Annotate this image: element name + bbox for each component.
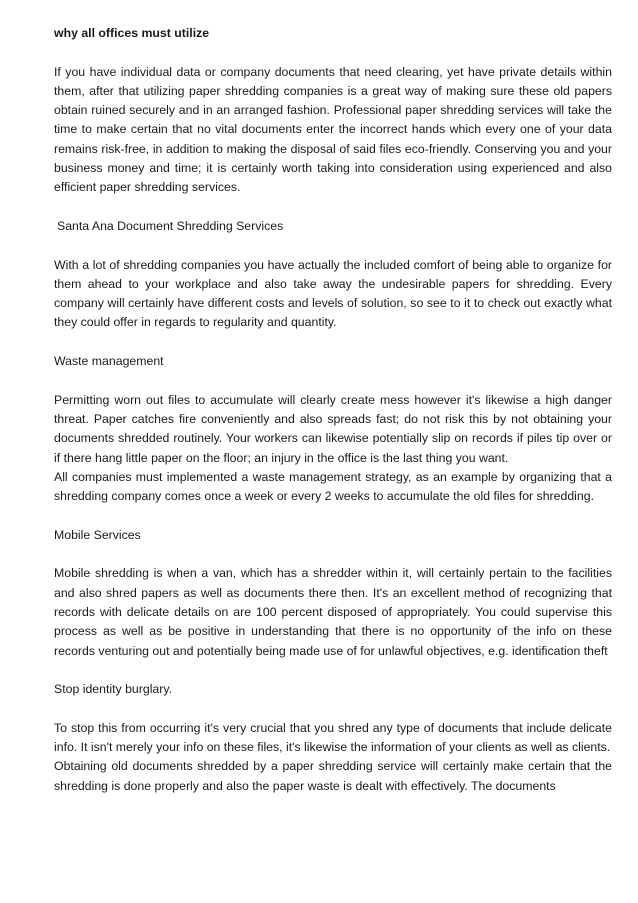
section-paragraph: With a lot of shredding companies you have actually the included comfort of being able to organize for them ahead to your workplace and also take away the undesirable papers for shredding. Every company will certainly have different costs and levels of solution, so see to it to check out exactly what they could offer in regards to regularity and quantity.: [54, 257, 612, 330]
spacer: [54, 43, 612, 62]
spacer: [54, 198, 612, 217]
section-paragraph: Permitting worn out files to accumulate will clearly create mess however it's likewise a high danger threat. Paper catches fire conveniently and also spreads fast; do not risk this by not obtaining your documents shredded routinely. Your workers can likewise potentially slip on records if piles tip over or if there hang little paper on the floor; an injury in the office is the last thing you want.: [54, 392, 612, 465]
spacer: [54, 236, 612, 255]
section-paragraph: To stop this from occurring it's very crucial that you shred any type of documents that include delicate info. It isn't merely your info on these files, it's likewise the information of your clients as well as clients.: [54, 720, 612, 754]
intro-paragraph: If you have individual data or company documents that need clearing, yet have private details within them, after that utilizing paper shredding companies is a great way of making sure these old papers obtain ruined securely and in an arranged fashion. Professional paper shredding services will take the time to make certain that no vital documents enter the incorrect hands which every one of your data remains risk-free, in addition to making the disposal of said files eco-friendly. Conserving you and your business money and time; it is certainly worth taking into consideration using experienced and also efficient paper shredding services.: [54, 64, 612, 195]
section-heading-santa-ana: Santa Ana Document Shredding Services: [57, 218, 284, 233]
spacer: [54, 661, 612, 680]
document-title: why all offices must utilize: [54, 26, 210, 40]
section-paragraph: Obtaining old documents shredded by a paper shredding service will certainly make certain that the shredding is done properly and also the paper waste is dealt with effectively. The documents: [54, 759, 612, 793]
spacer: [54, 333, 612, 352]
section-heading-waste-management: Waste management: [54, 354, 164, 369]
spacer: [54, 506, 612, 525]
spacer: [54, 699, 612, 718]
section-heading-stop-identity-burglary: Stop identity burglary.: [54, 682, 173, 697]
section-paragraph: Mobile shredding is when a van, which has a shredder within it, will certainly pertain to the facilities and also shred papers as well as documents there then. It's an excellent method of recognizing that records with delicate details on are 100 percent disposed of appropriately. You could supervise this process as well as be positive in understanding that there is no opportunity of the info on these records venturing out and potentially being made use of for unlawful objectives, e.g. identification theft: [54, 566, 612, 658]
spacer: [54, 371, 612, 390]
section-paragraph: All companies must implemented a waste management strategy, as an example by organizing that a shredding company comes once a week or every 2 weeks to accumulate the old files for shredding.: [54, 469, 612, 504]
document-page: [54, 24, 612, 796]
spacer: [54, 545, 612, 564]
section-heading-mobile-services: Mobile Services: [54, 527, 141, 542]
